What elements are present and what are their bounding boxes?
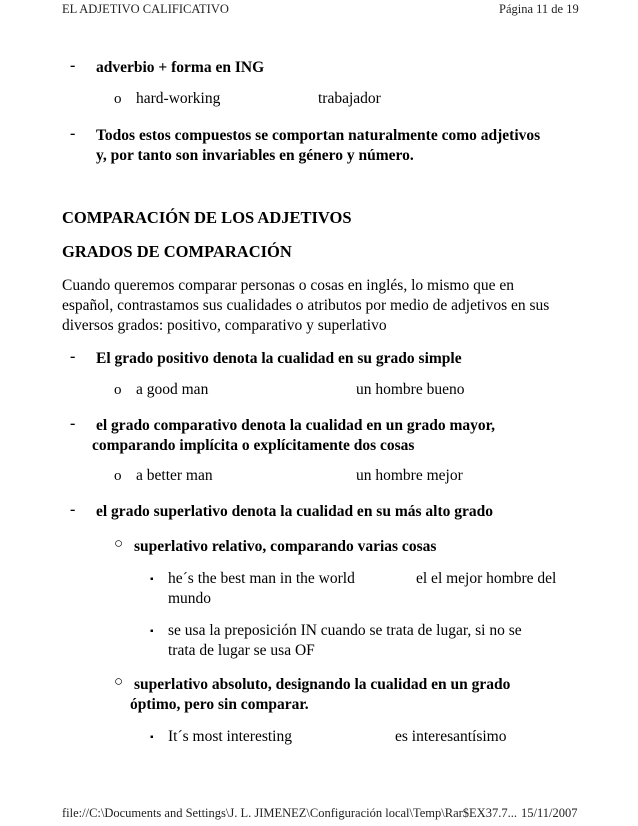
heading-grados: GRADOS DE COMPARACIÓN [62, 242, 292, 261]
item-compounds-line1: Todos estos compuestos se comportan naturalmente como adjetivos [96, 127, 541, 144]
comparativo-label-line2: comparando implícita o explícitamente dos cosas [92, 437, 415, 454]
dash-bullet: - [70, 415, 76, 432]
superlativo-ex3-en: It´s most interesting [168, 728, 292, 745]
comparativo-example-es: un hombre mejor [356, 467, 463, 484]
superlativo-ex1-en: he´s the best man in the world [168, 570, 355, 587]
superlativo-relativo: superlativo relativo, comparando varias cosas [134, 538, 437, 555]
document-title: EL ADJETIVO CALIFICATIVO [62, 2, 229, 16]
circle-bullet: o [114, 468, 122, 484]
intro-line-1: Cuando queremos comparar personas o cosas en inglés, lo mismo que en [62, 277, 514, 294]
superlativo-ex2-line2: trata de lugar se usa OF [168, 642, 315, 659]
intro-line-3: diversos grados: positivo, comparativo y superlativo [62, 317, 387, 334]
intro-line-2: español, contrastamos sus cualidades o atributos por medio de adjetivos en sus [62, 297, 550, 314]
dash-bullet: - [70, 501, 76, 518]
superlativo-absoluto-line2: óptimo, pero sin comparar. [130, 696, 309, 713]
superlativo-ex2-line1: se usa la preposición IN cuando se trata de lugar, si no se [168, 622, 522, 639]
item-adverb-ing: adverbio + forma en ING [96, 59, 265, 76]
positivo-example-en: a good man [136, 381, 209, 398]
positivo-label: El grado positivo denota la cualidad en su grado simple [96, 350, 462, 367]
square-bullet: ▪ [150, 626, 154, 637]
dash-bullet: - [70, 348, 76, 365]
superlativo-ex3-es: es interesantísimo [395, 728, 507, 745]
square-bullet: ▪ [150, 574, 154, 585]
example-en-hard-working: hard-working [136, 90, 221, 107]
square-bullet: ▪ [150, 732, 154, 743]
superlativo-ex1-es-line1: el el mejor hombre del [416, 570, 557, 587]
example-es-trabajador: trabajador [318, 90, 381, 107]
dash-bullet: - [70, 57, 76, 74]
circle-open-bullet: ○ [114, 674, 124, 690]
page-number: Página 11 de 19 [499, 2, 579, 16]
superlativo-ex1-es-line2: mundo [168, 590, 212, 607]
circle-open-bullet: ○ [114, 536, 124, 552]
positivo-example-es: un hombre bueno [356, 381, 465, 398]
item-compounds-line2: y, por tanto son invariables en género y número. [96, 147, 414, 164]
dash-bullet: - [70, 125, 76, 142]
superlativo-absoluto-line1: superlativo absoluto, designando la cualidad en un grado [134, 676, 511, 693]
superlativo-label: el grado superlativo denota la cualidad en su más alto grado [96, 503, 493, 520]
comparativo-example-en: a better man [136, 467, 213, 484]
circle-bullet: o [114, 382, 122, 398]
comparativo-label-line1: el grado comparativo denota la cualidad en un grado mayor, [96, 417, 495, 434]
heading-comparacion: COMPARACIÓN DE LOS ADJETIVOS [62, 208, 352, 227]
circle-bullet: o [114, 91, 122, 107]
footer-file-path: file://C:\Documents and Settings\J. L. JIMENEZ\Configuración local\Temp\Rar$EX37.7... [62, 806, 517, 820]
footer-date: 15/11/2007 [521, 806, 578, 820]
